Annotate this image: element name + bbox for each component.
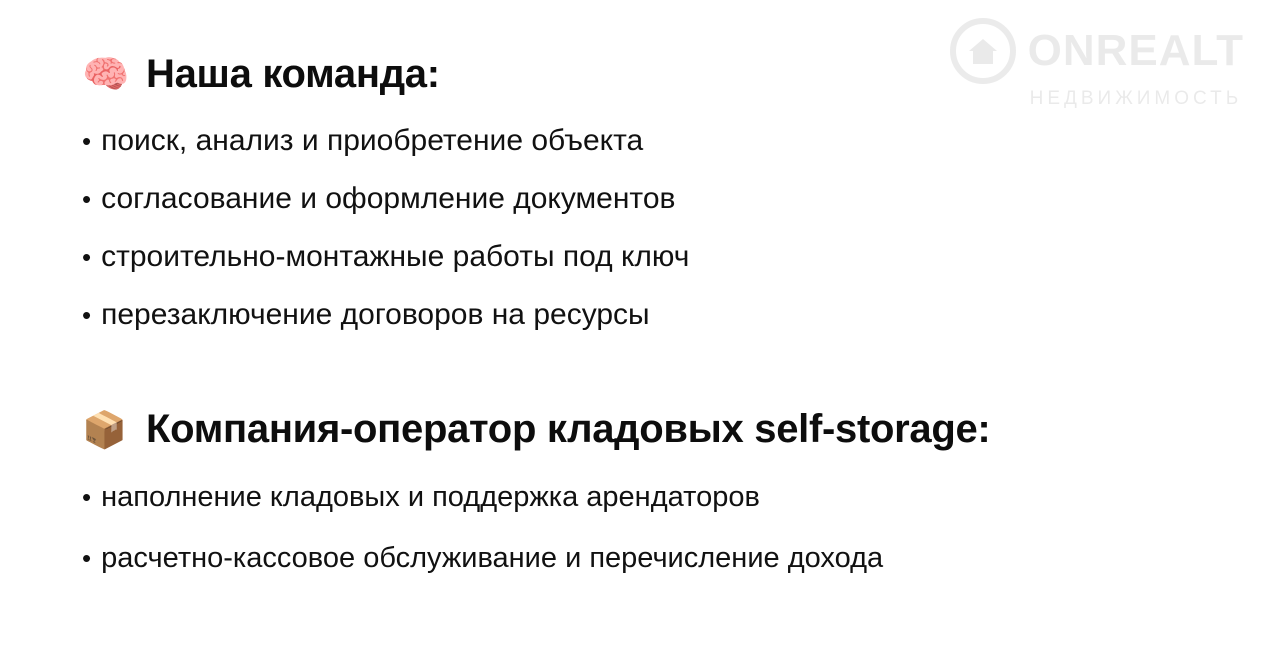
section-team <box>82 52 1240 333</box>
bullet-icon: • <box>82 300 92 330</box>
list-item <box>82 541 1240 576</box>
bullet-icon: • <box>82 242 92 272</box>
list-item <box>82 297 1240 333</box>
bullet-icon: • <box>82 542 92 573</box>
brain-emoji: 🧠 <box>82 53 130 96</box>
section-team-title: Наша команда: <box>146 52 440 96</box>
list-item <box>82 480 1240 515</box>
section-team-list <box>82 123 1240 333</box>
list-item <box>82 123 1240 159</box>
package-emoji: 📦 <box>82 408 127 450</box>
section-operator-list <box>82 480 1240 576</box>
list-item-label: поиск, анализ и приобретение объекта <box>101 124 644 157</box>
list-item <box>82 239 1240 275</box>
bullet-icon: • <box>82 184 92 214</box>
watermark-subtitle: НЕДВИЖИМОСТЬ <box>1029 88 1243 109</box>
list-item-label: расчетно-кассовое обслуживание и перечисление дохода <box>101 541 884 574</box>
section-team-heading <box>82 52 1240 97</box>
watermark-brand: ONREALT <box>1027 26 1244 75</box>
list-item-label: согласование и оформление документов <box>101 182 676 215</box>
bullet-icon: • <box>82 482 92 512</box>
list-item-label: наполнение кладовых и поддержка арендаторов <box>101 481 760 513</box>
section-operator-title: Компания-оператор кладовых self-storage: <box>146 407 991 451</box>
list-item-label: перезаключение договоров на ресурсы <box>101 298 650 331</box>
list-item <box>82 181 1240 217</box>
list-item-label: строительно-монтажные работы под ключ <box>101 240 690 273</box>
slide-content <box>82 52 1240 602</box>
section-operator-heading <box>82 407 1240 452</box>
section-operator <box>82 407 1240 576</box>
bullet-icon: • <box>82 126 92 156</box>
